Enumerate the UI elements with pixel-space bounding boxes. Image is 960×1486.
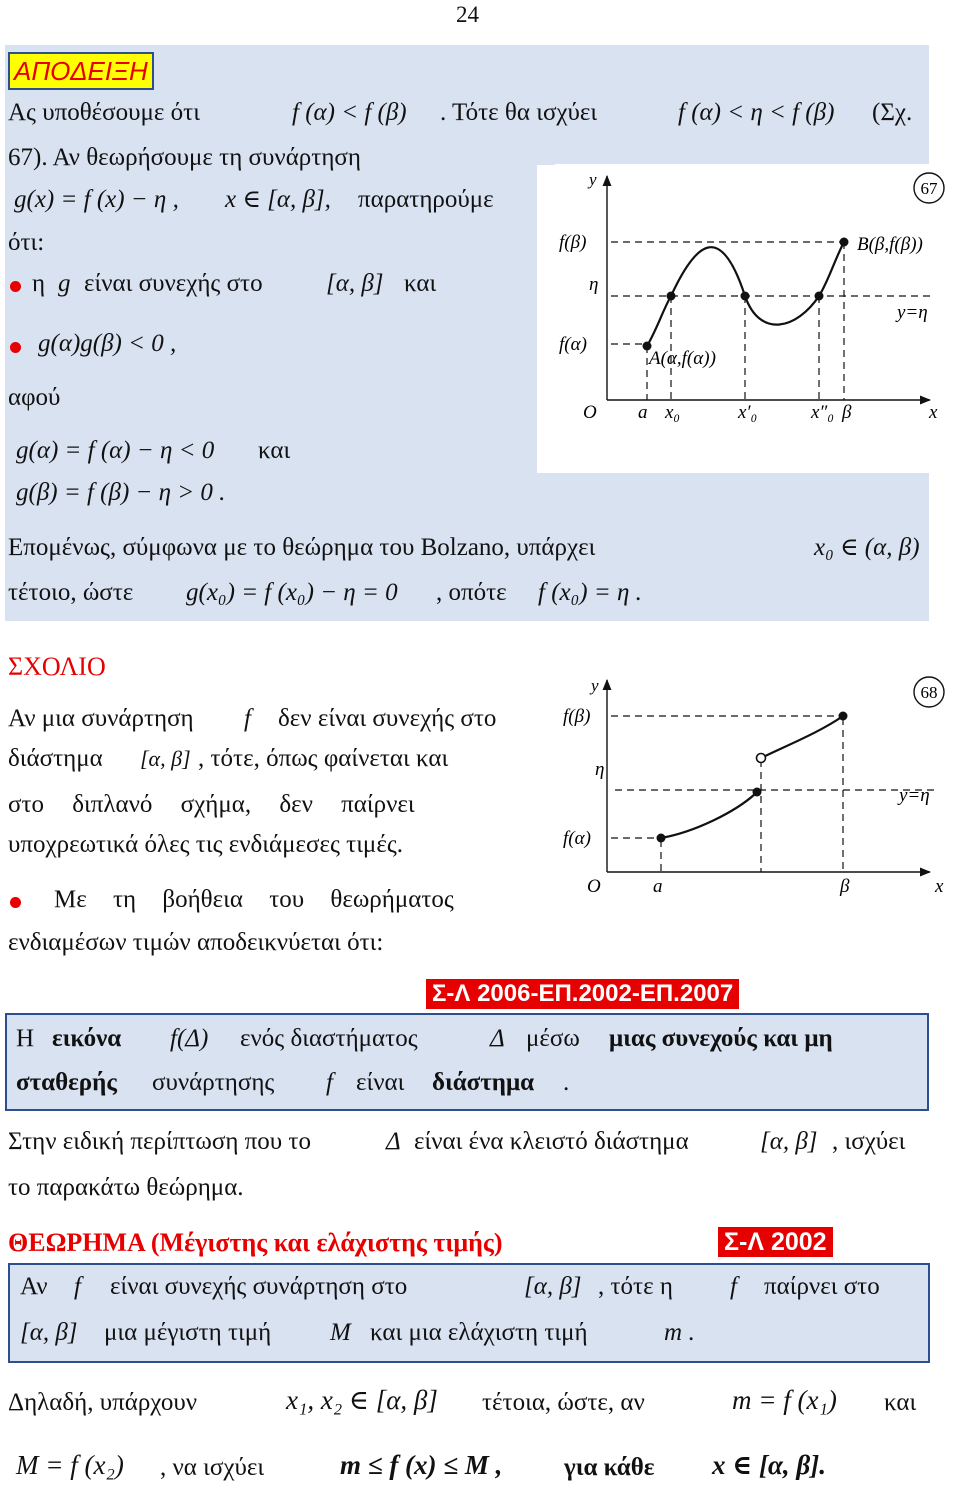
bullet-icon (10, 342, 21, 353)
proof-b2: g(α)g(β) < 0 , (38, 330, 177, 357)
proof-conc2d: f (x₀) = η . (538, 579, 642, 606)
box1-c: f(Δ) (170, 1025, 209, 1052)
proof-and: και (258, 437, 291, 464)
final-l2e: x ∈ [α, β]. (712, 1450, 826, 1480)
proof-conc2b: g(x₀) = f (x₀) − η = 0 (186, 579, 398, 606)
point-jump-open (757, 754, 766, 763)
label-fb: f(β) (563, 706, 591, 727)
label-eta: η (595, 759, 605, 780)
box1-e: Δ (490, 1025, 505, 1052)
point-x0-dprime (815, 292, 824, 301)
theorem-l2c: M (330, 1319, 351, 1346)
proof-line4: ότι: (8, 229, 45, 256)
proof-line1e: (Σχ. (872, 99, 913, 126)
note-l1c: δεν είναι συνεχής στο (278, 705, 497, 732)
label-y: y (589, 170, 597, 189)
box1-l: διάστημα (432, 1069, 535, 1096)
curve-part-1 (661, 794, 755, 838)
proof-b1d: [α, β] (326, 270, 384, 297)
box1-h: σταθερής (16, 1069, 117, 1096)
label-x0-dprime: x″₀ (811, 402, 834, 423)
label-x0-prime: x′₀ (738, 402, 758, 423)
proof-eq1: g(α) = f (α) − η < 0 (16, 437, 215, 464)
note-heading: ΣΧΟΛΙΟ (8, 652, 106, 681)
box1-m: . (563, 1069, 570, 1096)
theorem-l2b: μια μέγιστη τιμή (104, 1319, 272, 1346)
label-a: a (653, 876, 663, 897)
note-l3: στο διπλανό σχήμα, δεν παίρνει (8, 791, 415, 818)
label-beta: β (842, 402, 852, 423)
proof-conc2a: τέτοιο, ώστε (8, 579, 134, 606)
note-l2a: διάστημα (8, 745, 103, 772)
final-l2d: για κάθε (564, 1454, 655, 1481)
proof-conc1b: x₀ ∈ (α, β) (814, 534, 920, 561)
label-x: x (935, 876, 944, 897)
proof-line3b: x ∈ [α, β], (225, 186, 331, 213)
label-origin: O (583, 402, 597, 423)
proof-line1d: f (α) < η < f (β) (678, 99, 835, 126)
final-l1a: Δηλαδή, υπάρχουν (8, 1389, 198, 1416)
bullet-icon (10, 281, 21, 292)
box1-j: f (326, 1069, 333, 1096)
para-l1a: Στην ειδική περίπτωση που το (8, 1128, 311, 1155)
theorem-l1e: , τότε η (598, 1273, 673, 1300)
label-fa: f(α) (559, 334, 587, 355)
proof-b1a: η (32, 270, 46, 297)
theorem-l1g: παίρνει στο (764, 1273, 880, 1300)
theorem-l1f: f (730, 1273, 737, 1300)
label-origin: O (587, 876, 601, 897)
proof-b1e: και (404, 270, 437, 297)
proof-heading-text: ΑΠΟΔΕΙΞΗ (14, 56, 148, 86)
label-eta: η (589, 274, 599, 295)
note-l1a: Αν μια συνάρτηση (8, 705, 194, 732)
proof-heading (8, 52, 154, 90)
point-jump-filled (753, 788, 762, 797)
theorem-l2d: και μια ελάχιστη τιμή (370, 1319, 588, 1346)
proof-conc1a: Επομένως, σύμφωνα με το θεώρημα του Bolzano, υπάρχει (8, 534, 596, 561)
point-a (657, 834, 666, 843)
box1-i: συνάρτησης (152, 1069, 275, 1096)
figure-68 (555, 672, 955, 912)
label-y: y (591, 676, 599, 695)
para-l1e: , ισχύει (832, 1128, 906, 1155)
label-point-B: B(β,f(β)) (857, 234, 923, 255)
label-x: x (929, 402, 938, 423)
para-l2: το παρακάτω θεώρημα. (8, 1174, 244, 1201)
para-l1d: [α, β] (760, 1128, 818, 1155)
theorem-l1a: Αν (20, 1273, 48, 1300)
final-l1b: x₁, x₂ ∈ [α, β] (286, 1385, 438, 1415)
proof-conc2c: , οπότε (436, 579, 507, 606)
proof-line1a: Ας υποθέσουμε ότι (8, 99, 200, 126)
note-l2c: , τότε, όπως φαίνεται και (198, 745, 449, 772)
final-l1c: τέτοια, ώστε, αν (482, 1389, 645, 1416)
theorem-l1b: f (74, 1273, 81, 1300)
label-fb: f(β) (559, 232, 587, 253)
proof-line3c: παρατηρούμε (358, 186, 494, 213)
proof-eq2: g(β) = f (β) − η > 0 . (16, 479, 226, 506)
proof-line1c: . Τότε θα ισχύει (440, 99, 598, 126)
theorem-l2a: [α, β] (20, 1319, 78, 1346)
para-l1c: είναι ένα κλειστό διάστημα (414, 1128, 689, 1155)
theorem-l2f: . (688, 1319, 695, 1346)
label-line-eta: y=η (899, 785, 930, 806)
curve-part-2 (761, 716, 843, 758)
proof-b1b: g (58, 270, 71, 297)
box1-a: Η (16, 1025, 35, 1052)
label-line-eta: y=η (897, 302, 928, 323)
label-beta: β (840, 876, 850, 897)
box1-k: είναι (356, 1069, 405, 1096)
proof-line1b: f (α) < f (β) (292, 99, 407, 126)
bullet-icon (10, 897, 21, 908)
point-x0-prime (741, 292, 750, 301)
final-l1d: m = f (x₁) (732, 1385, 837, 1415)
note-l1b: f (244, 705, 251, 732)
label-a: a (638, 402, 648, 423)
box1-g: μιας συνεχούς και μη (609, 1025, 833, 1052)
final-l1e: και (884, 1389, 917, 1416)
proof-b1c: είναι συνεχής στο (84, 270, 263, 297)
figure-number: 68 (920, 683, 938, 702)
theorem-l2e: m (664, 1319, 683, 1346)
proof-because: αφού (8, 384, 61, 411)
page-number: 24 (456, 2, 479, 27)
box1-b: εικόνα (52, 1025, 122, 1052)
note-b1: Με τη βοήθεια του θεωρήματος (54, 886, 454, 913)
note-l2b: [α, β] (140, 746, 191, 771)
final-l2a: M = f (x₂) (16, 1450, 124, 1480)
box1-d: ενός διαστήματος (240, 1025, 418, 1052)
box1-f: μέσω (526, 1025, 580, 1052)
theorem-l1c: είναι συνεχής συνάρτηση στο (110, 1273, 408, 1300)
label-point-A: A(α,f(α)) (649, 348, 716, 369)
proof-line3a: g(x) = f (x) − η , (14, 186, 179, 213)
proof-line2: 67). Αν θεωρήσουμε τη συνάρτηση (8, 144, 361, 171)
figure-67 (555, 164, 955, 438)
figure-number: 67 (920, 179, 938, 198)
label-fa: f(α) (563, 828, 591, 849)
final-l2c: m ≤ f (x) ≤ M , (340, 1450, 503, 1480)
para-l1b: Δ (386, 1128, 401, 1155)
point-b (840, 238, 849, 247)
theorem-tag: Σ-Λ 2002 (718, 1227, 833, 1257)
theorem-heading: ΘΕΩΡΗΜΑ (Μέγιστης και ελάχιστης τιμής) (8, 1228, 503, 1257)
point-b (839, 712, 848, 721)
point-x0 (667, 292, 676, 301)
label-x0: x₀ (665, 402, 681, 423)
final-l2b: , να ισχύει (160, 1454, 265, 1481)
note-l4: υποχρεωτικά όλες τις ενδιάμεσες τιμές. (8, 831, 403, 858)
note-b2: ενδιαμέσων τιμών αποδεικνύεται ότι: (8, 929, 384, 956)
theorem-l1d: [α, β] (524, 1273, 582, 1300)
exam-tag: Σ-Λ 2006-ΕΠ.2002-ΕΠ.2007 (426, 979, 739, 1009)
